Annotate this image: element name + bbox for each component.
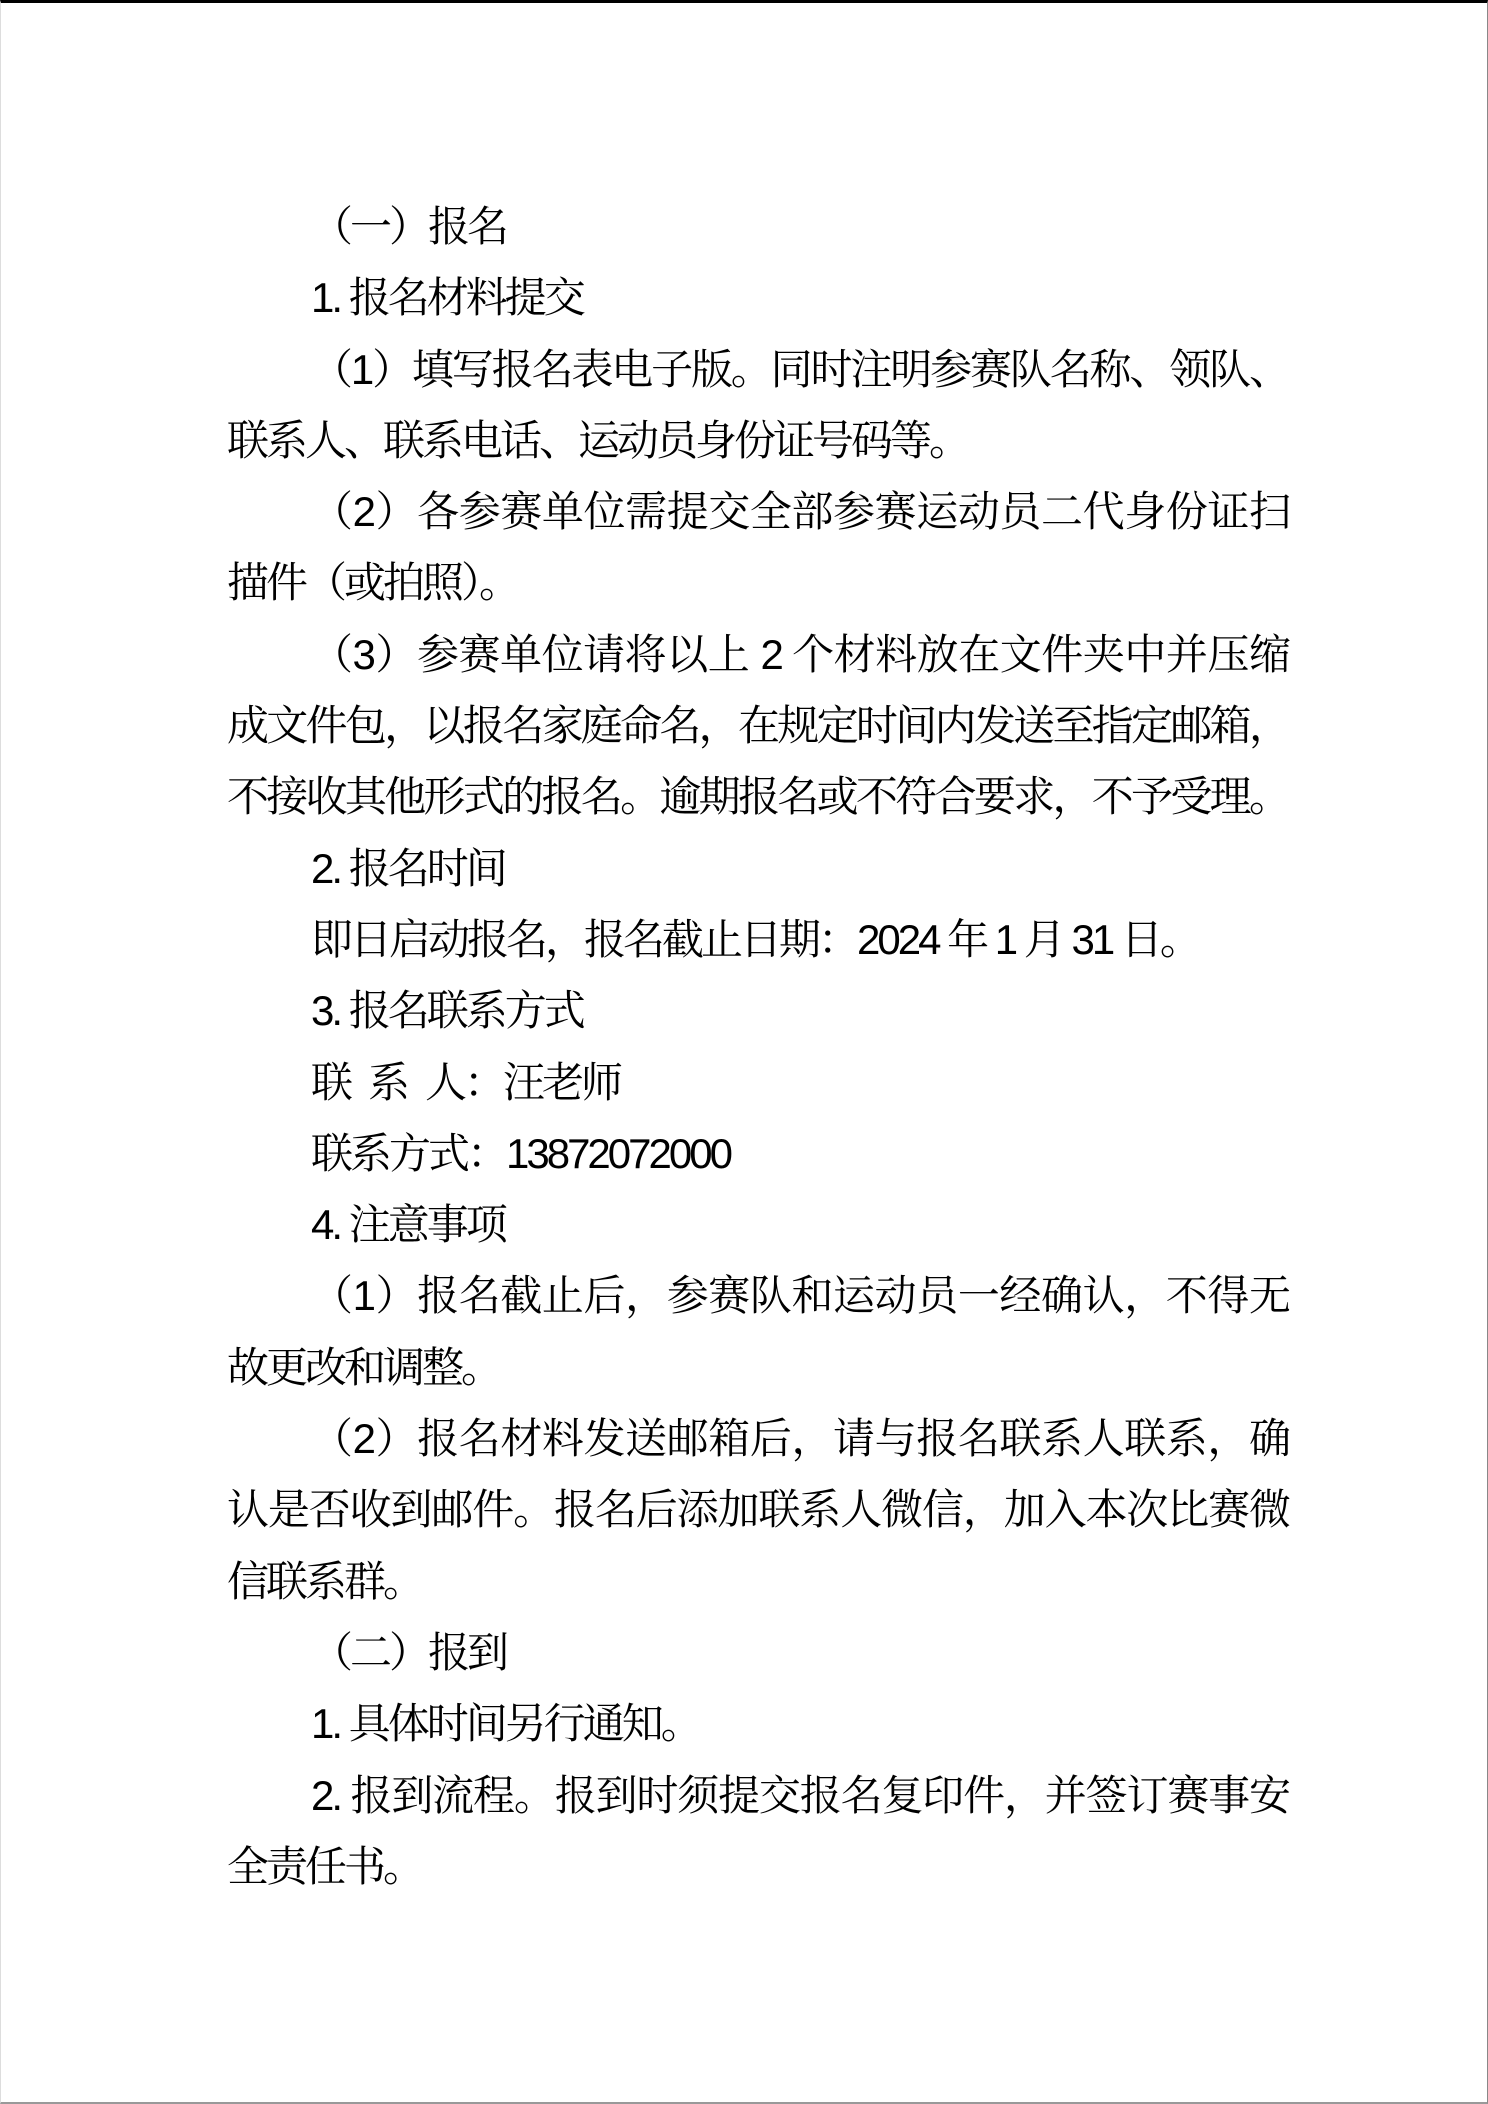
text-line: 故更改和调整。 — [227, 1343, 501, 1391]
text-line: （3）参赛单位请将以上 2 个材料放在文件夹中并压缩 — [311, 630, 1288, 678]
text-line: 认是否收到邮件。报名后添加联系人微信，加入本次比赛微 — [227, 1486, 1288, 1534]
text-line: 3. 报名联系方式 — [311, 987, 583, 1035]
text-line: 即日启动报名，报名截止日期：2024 年 1 月 31 日。 — [311, 915, 1199, 963]
text-line: 1. 报名材料提交 — [311, 274, 583, 322]
text-line: 联 系 人：汪老师 — [311, 1058, 621, 1106]
text-line: 联系方式：13872072000 — [311, 1129, 730, 1177]
text-line: 全责任书。 — [227, 1842, 423, 1890]
text-line: （1）报名截止后，参赛队和运动员一经确认，不得无 — [311, 1272, 1288, 1320]
text-line: 2. 报名时间 — [311, 844, 505, 892]
text-line: 2. 报到流程。报到时须提交报名复印件，并签订赛事安 — [311, 1771, 1288, 1819]
text-line: 1. 具体时间另行通知。 — [311, 1700, 700, 1748]
text-line: 4. 注意事项 — [311, 1201, 505, 1249]
text-line: （二）报到 — [311, 1628, 507, 1676]
text-line: （2）报名材料发送邮箱后，请与报名联系人联系，确 — [311, 1415, 1288, 1463]
text-line: 成文件包，以报名家庭命名，在规定时间内发送至指定邮箱， — [227, 702, 1288, 750]
text-line: （一）报名 — [311, 203, 507, 250]
text-line: 描件（或拍照）。 — [227, 559, 519, 607]
text-line: 联系人、联系电话、运动员身份证号码等。 — [227, 416, 969, 464]
text-line: 信联系群。 — [227, 1557, 423, 1605]
text-line: （2）各参赛单位需提交全部参赛运动员二代身份证扫 — [311, 488, 1288, 536]
text-block — [227, 191, 1288, 1902]
text-line: （1）填写报名表电子版。同时注明参赛队名称、领队、 — [311, 345, 1288, 393]
text-line: 不接收其他形式的报名。逾期报名或不符合要求，不予受理。 — [227, 773, 1288, 821]
